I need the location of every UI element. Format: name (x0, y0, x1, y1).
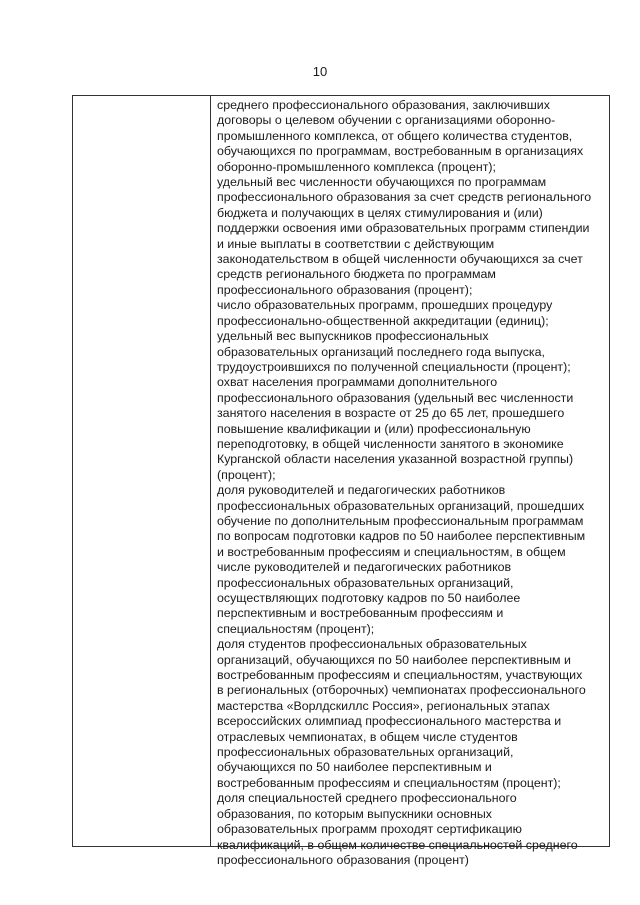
text-line: договоры о целевом обучении с организациями оборонно- (217, 113, 556, 128)
text-line: промышленного комплекса, от общего количества студентов, (217, 128, 573, 143)
text-line: по вопросам подготовки кадров по 50 наиболее перспективным (217, 529, 586, 544)
text-line: востребованным профессиям и специальностям (процент); (217, 775, 561, 790)
text-line: обучающихся по программам, востребованным в организациях (217, 144, 584, 159)
text-line: востребованным профессиям и специальностям, участвующих (217, 668, 583, 683)
text-line: профессионального образования (процент); (217, 282, 473, 297)
text-line: занятого населения в возрасте от 25 до 65 лет, прошедшего (217, 406, 565, 421)
text-line: профессиональных образовательных организаций, (217, 745, 514, 760)
text-line: поддержки освоения ими образовательных программ стипендии (217, 221, 590, 236)
text-line: профессиональных образовательных организаций, прошедших (217, 498, 585, 513)
text-line: законодательством в общей численности обучающихся за счет (217, 252, 583, 267)
text-line: специальностям (процент); (217, 621, 375, 636)
text-line: трудоустроившихся по полученной специальности (процент); (217, 359, 571, 374)
text-line: средств регионального бюджета по программам (217, 267, 496, 282)
text-line: в региональных (отборочных) чемпионатах профессионального (217, 683, 586, 698)
text-line: образования, по которым выпускники основных (217, 806, 492, 821)
text-line: удельный вес численности обучающихся по программам (217, 175, 547, 190)
text-line: профессионально-общественной аккредитации (единиц); (217, 313, 549, 328)
text-line: и иные выплаты в соответствии с действующим (217, 236, 495, 251)
text-line: образовательных организаций последнего года выпуска, (217, 344, 545, 359)
text-line: охват населения программами дополнительного (217, 375, 498, 390)
text-line: образовательных программ проходят сертификацию (217, 822, 522, 837)
table-column-divider (210, 96, 211, 846)
text-line: бюджета и получающих в целях стимулирования и (или) (217, 205, 543, 220)
text-line: среднего профессионального образования, заключивших (217, 98, 550, 112)
text-line: числе руководителей и педагогических работников (217, 560, 512, 575)
text-line: квалификаций, в общем количестве специальностей среднего (217, 837, 578, 852)
text-line: профессионального образования (процент) (217, 852, 469, 867)
text-line: (процент); (217, 467, 276, 482)
text-line: число образовательных программ, прошедших процедуру (217, 298, 553, 313)
text-line: Курганской области населения указанной возрастной группы) (217, 452, 574, 467)
text-line: переподготовку, в общей численности занятого в экономике (217, 436, 564, 451)
text-line: доля специальностей среднего профессионального (217, 791, 517, 806)
text-line: профессиональных образовательных организаций, (217, 575, 514, 590)
text-line: доля студентов профессиональных образовательных (217, 637, 527, 652)
indicators-text-cell (217, 98, 605, 868)
text-line: всероссийских олимпиад профессионального мастерства и (217, 714, 562, 729)
text-line: перспективным и востребованным профессиям и (217, 606, 504, 621)
text-line: обучающихся по 50 наиболее перспективным и (217, 760, 492, 775)
text-line: повышение квалификации и (или) профессиональную (217, 421, 531, 436)
text-line: организаций, обучающихся по 50 наиболее перспективным и (217, 652, 571, 667)
text-line: обучение по дополнительным профессиональным программам (217, 513, 584, 528)
page-number: 10 (312, 64, 328, 79)
text-line: и востребованным профессиям и специальностям, в общем (217, 544, 566, 559)
text-line: профессионального образования (удельный вес численности (217, 390, 574, 405)
text-line: оборонно-промышленного комплекса (процент); (217, 159, 496, 174)
text-line: удельный вес выпускников профессиональных (217, 329, 489, 344)
table-left-cell (73, 96, 210, 846)
text-line: отраслевых чемпионатах, в общем числе студентов (217, 729, 518, 744)
text-line: осуществляющих подготовку кадров по 50 наиболее (217, 591, 521, 605)
text-line: мастерства «Ворлдскиллс Россия», региональных этапах (217, 698, 550, 713)
indicators-table (72, 95, 610, 867)
text-line: доля руководителей и педагогических работников (217, 483, 506, 498)
text-line: профессионального образования за счет средств регионального (217, 190, 592, 205)
